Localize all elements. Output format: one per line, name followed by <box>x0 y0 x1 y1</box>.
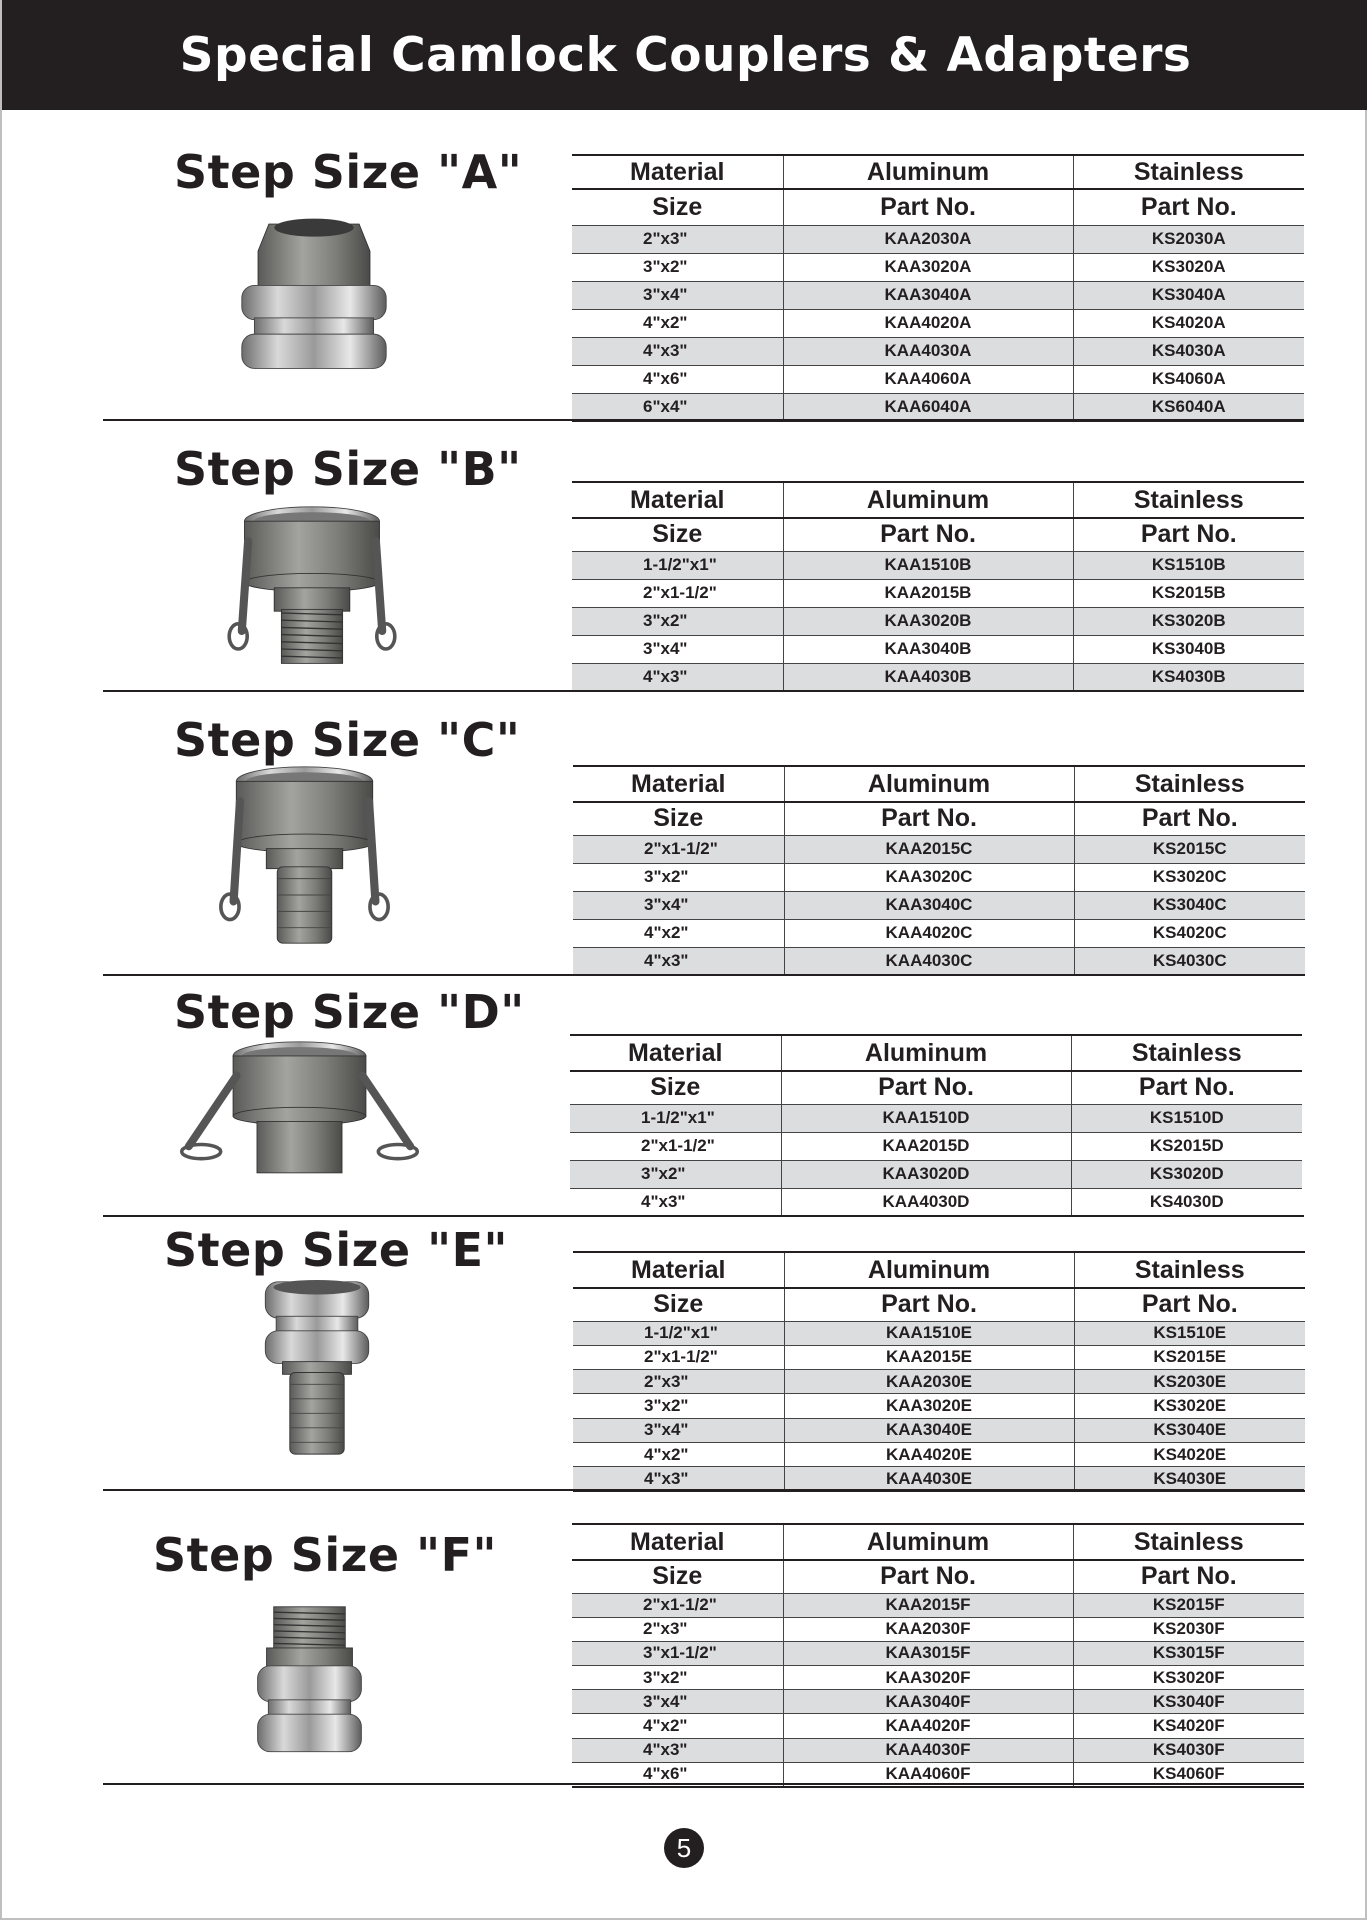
size-cell: 2"x3" <box>572 225 783 253</box>
stainless-part-no: KS3020A <box>1073 253 1304 281</box>
table-row <box>572 337 1304 365</box>
parts-table-step-size-c <box>573 765 1305 976</box>
material-header: Material <box>572 155 783 189</box>
size-cell: 1-1/2"x1" <box>572 551 783 579</box>
aluminum-part-no: KAA3040A <box>783 281 1073 309</box>
camlock-type-b-icon <box>212 505 412 685</box>
page-number: 5 <box>664 1828 704 1868</box>
table-row <box>573 1442 1305 1466</box>
stainless-header: Stainless <box>1071 1035 1302 1071</box>
stainless-header: Stainless <box>1074 1252 1305 1288</box>
size-cell: 3"x2" <box>572 607 783 635</box>
section-divider <box>103 1489 1304 1491</box>
stainless-part-no: KS1510E <box>1074 1321 1305 1345</box>
camlock-type-d-icon <box>167 1040 432 1195</box>
camlock-type-e-icon <box>257 1280 377 1475</box>
size-cell: 1-1/2"x1" <box>573 1321 784 1345</box>
table-row <box>573 919 1305 947</box>
table-row <box>573 1345 1305 1369</box>
size-cell: 6"x4" <box>572 393 783 421</box>
table-row <box>572 551 1304 579</box>
size-header: Size <box>573 1288 784 1321</box>
size-cell: 3"x2" <box>570 1160 781 1188</box>
size-cell: 3"x4" <box>573 891 784 919</box>
camlock-type-f-icon <box>247 1605 372 1775</box>
camlock-type-a-icon <box>229 215 399 400</box>
table-row <box>572 635 1304 663</box>
size-header: Size <box>570 1071 781 1104</box>
aluminum-part-no: KAA4060F <box>783 1762 1073 1786</box>
size-cell: 2"x1-1/2" <box>572 579 783 607</box>
size-cell: 3"x2" <box>572 1666 783 1690</box>
stainless-part-no: KS4030C <box>1074 947 1305 975</box>
aluminum-header: Aluminum <box>784 766 1074 802</box>
aluminum-part-no: KAA2030A <box>783 225 1073 253</box>
aluminum-part-no: KAA2015B <box>783 579 1073 607</box>
aluminum-header: Aluminum <box>783 155 1073 189</box>
stainless-part-no: KS3020F <box>1073 1666 1304 1690</box>
stainless-part-no: KS3040F <box>1073 1690 1304 1714</box>
table-row <box>572 1666 1304 1690</box>
stainless-part-no-header: Part No. <box>1071 1071 1302 1104</box>
size-cell: 2"x1-1/2" <box>572 1593 783 1617</box>
stainless-part-no: KS3040E <box>1074 1418 1305 1442</box>
stainless-part-no-header: Part No. <box>1073 518 1304 551</box>
size-cell: 4"x3" <box>572 1738 783 1762</box>
size-header: Size <box>572 189 783 225</box>
size-cell: 4"x3" <box>573 947 784 975</box>
aluminum-part-no: KAA4060A <box>783 365 1073 393</box>
table-row <box>572 663 1304 691</box>
camlock-type-c-icon <box>217 765 392 965</box>
stainless-part-no: KS4030A <box>1073 337 1304 365</box>
stainless-part-no-header: Part No. <box>1074 802 1305 835</box>
table-row <box>573 863 1305 891</box>
aluminum-part-no: KAA4030A <box>783 337 1073 365</box>
table-row <box>572 365 1304 393</box>
table-row <box>572 579 1304 607</box>
stainless-part-no: KS3040C <box>1074 891 1305 919</box>
stainless-part-no: KS4020E <box>1074 1442 1305 1466</box>
aluminum-part-no: KAA6040A <box>783 393 1073 421</box>
table-row <box>573 835 1305 863</box>
section-title-step-size-b: Step Size "B" <box>174 442 522 496</box>
section-divider <box>103 1215 1304 1217</box>
table-row <box>572 1641 1304 1665</box>
section-divider <box>103 974 1304 976</box>
aluminum-part-no: KAA4020F <box>783 1714 1073 1738</box>
stainless-part-no: KS3040A <box>1073 281 1304 309</box>
table-row <box>572 253 1304 281</box>
table-row <box>572 1714 1304 1738</box>
size-cell: 3"x2" <box>573 863 784 891</box>
table-row <box>570 1160 1302 1188</box>
material-header: Material <box>570 1035 781 1071</box>
aluminum-header: Aluminum <box>784 1252 1074 1288</box>
material-header: Material <box>572 1524 783 1560</box>
stainless-part-no: KS1510D <box>1071 1104 1302 1132</box>
table-row <box>572 393 1304 421</box>
stainless-part-no: KS4030E <box>1074 1467 1305 1491</box>
aluminum-part-no: KAA4030B <box>783 663 1073 691</box>
section-divider <box>103 690 1304 692</box>
size-cell: 3"x2" <box>573 1394 784 1418</box>
aluminum-part-no-header: Part No. <box>784 1288 1074 1321</box>
aluminum-part-no: KAA4020C <box>784 919 1074 947</box>
aluminum-part-no-header: Part No. <box>784 802 1074 835</box>
stainless-part-no: KS2030A <box>1073 225 1304 253</box>
table-row <box>573 1321 1305 1345</box>
aluminum-header: Aluminum <box>783 1524 1073 1560</box>
size-cell: 3"x4" <box>572 635 783 663</box>
page-title: Special Camlock Couplers & Adapters <box>179 27 1192 83</box>
stainless-part-no: KS6040A <box>1073 393 1304 421</box>
aluminum-part-no: KAA4020E <box>784 1442 1074 1466</box>
aluminum-part-no: KAA1510D <box>781 1104 1071 1132</box>
stainless-part-no: KS4020F <box>1073 1714 1304 1738</box>
section-title-step-size-a: Step Size "A" <box>174 145 523 199</box>
stainless-part-no: KS2015E <box>1074 1345 1305 1369</box>
aluminum-part-no: KAA3020D <box>781 1160 1071 1188</box>
parts-table-step-size-d <box>570 1034 1302 1217</box>
section-title-step-size-c: Step Size "C" <box>174 713 521 767</box>
size-cell: 4"x2" <box>572 309 783 337</box>
size-cell: 3"x4" <box>572 281 783 309</box>
table-row <box>572 225 1304 253</box>
table-row <box>573 1418 1305 1442</box>
aluminum-part-no: KAA3040B <box>783 635 1073 663</box>
stainless-part-no: KS2015D <box>1071 1132 1302 1160</box>
stainless-part-no: KS4060F <box>1073 1762 1304 1786</box>
aluminum-part-no: KAA2030F <box>783 1617 1073 1641</box>
aluminum-part-no: KAA1510E <box>784 1321 1074 1345</box>
parts-table-step-size-a <box>572 154 1304 422</box>
stainless-part-no: KS3015F <box>1073 1641 1304 1665</box>
stainless-part-no: KS3020E <box>1074 1394 1305 1418</box>
size-cell: 2"x3" <box>573 1370 784 1394</box>
stainless-part-no: KS2015C <box>1074 835 1305 863</box>
stainless-part-no: KS2015B <box>1073 579 1304 607</box>
aluminum-part-no-header: Part No. <box>783 1560 1073 1593</box>
aluminum-part-no: KAA4030D <box>781 1188 1071 1216</box>
aluminum-part-no: KAA4030C <box>784 947 1074 975</box>
size-cell: 4"x2" <box>572 1714 783 1738</box>
table-row <box>572 309 1304 337</box>
size-cell: 4"x3" <box>572 663 783 691</box>
size-header: Size <box>572 1560 783 1593</box>
size-cell: 3"x4" <box>572 1690 783 1714</box>
header-bar <box>2 0 1367 110</box>
aluminum-part-no: KAA3015F <box>783 1641 1073 1665</box>
aluminum-part-no: KAA3040C <box>784 891 1074 919</box>
aluminum-part-no-header: Part No. <box>781 1071 1071 1104</box>
stainless-part-no-header: Part No. <box>1073 189 1304 225</box>
table-row <box>573 1467 1305 1491</box>
stainless-part-no: KS1510B <box>1073 551 1304 579</box>
aluminum-part-no: KAA2015F <box>783 1593 1073 1617</box>
stainless-part-no: KS4030D <box>1071 1188 1302 1216</box>
aluminum-part-no: KAA3020F <box>783 1666 1073 1690</box>
aluminum-part-no: KAA1510B <box>783 551 1073 579</box>
size-header: Size <box>572 518 783 551</box>
section-title-step-size-e: Step Size "E" <box>164 1223 508 1277</box>
size-cell: 4"x3" <box>572 337 783 365</box>
stainless-part-no-header: Part No. <box>1074 1288 1305 1321</box>
parts-table-step-size-f <box>572 1523 1304 1788</box>
stainless-part-no: KS4030F <box>1073 1738 1304 1762</box>
table-row <box>573 1370 1305 1394</box>
stainless-part-no: KS2015F <box>1073 1593 1304 1617</box>
size-cell: 2"x1-1/2" <box>573 1345 784 1369</box>
stainless-part-no-header: Part No. <box>1073 1560 1304 1593</box>
table-row <box>572 1593 1304 1617</box>
aluminum-part-no: KAA3020C <box>784 863 1074 891</box>
stainless-part-no: KS2030F <box>1073 1617 1304 1641</box>
size-cell: 3"x2" <box>572 253 783 281</box>
stainless-header: Stainless <box>1073 482 1304 518</box>
aluminum-part-no: KAA3020E <box>784 1394 1074 1418</box>
table-row <box>572 281 1304 309</box>
size-cell: 4"x3" <box>570 1188 781 1216</box>
aluminum-header: Aluminum <box>783 482 1073 518</box>
size-cell: 4"x3" <box>573 1467 784 1491</box>
size-cell: 4"x2" <box>573 1442 784 1466</box>
aluminum-part-no: KAA4030E <box>784 1467 1074 1491</box>
size-header: Size <box>573 802 784 835</box>
material-header: Material <box>572 482 783 518</box>
table-row <box>570 1132 1302 1160</box>
stainless-part-no: KS3020D <box>1071 1160 1302 1188</box>
size-cell: 1-1/2"x1" <box>570 1104 781 1132</box>
table-row <box>570 1104 1302 1132</box>
size-cell: 4"x6" <box>572 365 783 393</box>
size-cell: 2"x1-1/2" <box>570 1132 781 1160</box>
aluminum-header: Aluminum <box>781 1035 1071 1071</box>
aluminum-part-no: KAA2030E <box>784 1370 1074 1394</box>
stainless-part-no: KS3040B <box>1073 635 1304 663</box>
aluminum-part-no: KAA2015E <box>784 1345 1074 1369</box>
section-divider <box>103 1783 1304 1785</box>
aluminum-part-no-header: Part No. <box>783 189 1073 225</box>
table-row <box>573 947 1305 975</box>
stainless-part-no: KS3020C <box>1074 863 1305 891</box>
aluminum-part-no: KAA2015C <box>784 835 1074 863</box>
section-title-step-size-f: Step Size "F" <box>153 1528 497 1582</box>
aluminum-part-no: KAA3020B <box>783 607 1073 635</box>
stainless-header: Stainless <box>1073 1524 1304 1560</box>
stainless-part-no: KS3020B <box>1073 607 1304 635</box>
aluminum-part-no-header: Part No. <box>783 518 1073 551</box>
size-cell: 3"x4" <box>573 1418 784 1442</box>
stainless-header: Stainless <box>1073 155 1304 189</box>
stainless-part-no: KS4030B <box>1073 663 1304 691</box>
aluminum-part-no: KAA3040F <box>783 1690 1073 1714</box>
aluminum-part-no: KAA3020A <box>783 253 1073 281</box>
stainless-part-no: KS4060A <box>1073 365 1304 393</box>
table-row <box>572 607 1304 635</box>
table-row <box>572 1738 1304 1762</box>
material-header: Material <box>573 766 784 802</box>
table-row <box>570 1188 1302 1216</box>
size-cell: 4"x6" <box>572 1762 783 1786</box>
table-row <box>572 1617 1304 1641</box>
size-cell: 4"x2" <box>573 919 784 947</box>
parts-table-step-size-b <box>572 481 1304 692</box>
aluminum-part-no: KAA4030F <box>783 1738 1073 1762</box>
size-cell: 2"x1-1/2" <box>573 835 784 863</box>
table-row <box>573 891 1305 919</box>
parts-table-step-size-e <box>573 1251 1305 1492</box>
size-cell: 2"x3" <box>572 1617 783 1641</box>
section-divider <box>103 419 1304 421</box>
aluminum-part-no: KAA2015D <box>781 1132 1071 1160</box>
aluminum-part-no: KAA4020A <box>783 309 1073 337</box>
stainless-header: Stainless <box>1074 766 1305 802</box>
stainless-part-no: KS4020C <box>1074 919 1305 947</box>
stainless-part-no: KS2030E <box>1074 1370 1305 1394</box>
size-cell: 3"x1-1/2" <box>572 1641 783 1665</box>
stainless-part-no: KS4020A <box>1073 309 1304 337</box>
material-header: Material <box>573 1252 784 1288</box>
section-title-step-size-d: Step Size "D" <box>174 985 525 1039</box>
table-row <box>573 1394 1305 1418</box>
aluminum-part-no: KAA3040E <box>784 1418 1074 1442</box>
table-row <box>572 1690 1304 1714</box>
